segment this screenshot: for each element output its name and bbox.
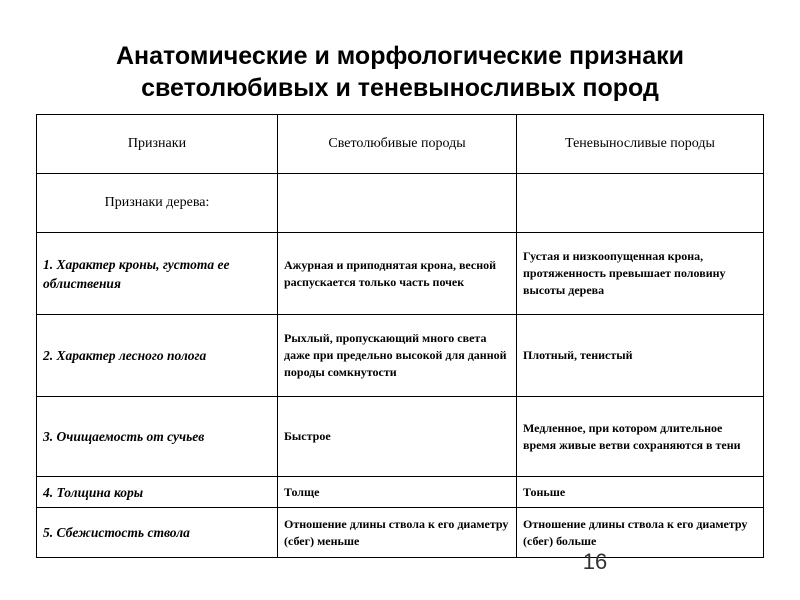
criterion-cell: 2. Характер лесного полога	[37, 315, 278, 397]
table-row	[37, 233, 764, 315]
criterion-cell: 3. Очищаемость от сучьев	[37, 397, 278, 477]
header-traits: Признаки	[37, 115, 278, 174]
table-subheader-row	[37, 174, 764, 233]
light-loving-cell: Отношение длины ствола к его диаметру (сбег) меньше	[278, 508, 517, 558]
criterion-cell: 4. Толщина коры	[37, 477, 278, 508]
light-loving-cell: Быстрое	[278, 397, 517, 477]
empty-cell	[278, 174, 517, 233]
criterion-cell: 5. Сбежистость ствола	[37, 508, 278, 558]
criterion-cell: 1. Характер кроны, густота ее облиствения	[37, 233, 278, 315]
empty-cell	[517, 174, 764, 233]
slide-title-line-1: Анатомические и морфологические признаки	[115, 42, 685, 70]
light-loving-cell: Толще	[278, 477, 517, 508]
slide-title	[0, 40, 800, 104]
header-light-loving: Светолюбивые породы	[278, 115, 517, 174]
traits-table	[36, 114, 764, 558]
shade-tolerant-cell: Плотный, тенистый	[517, 315, 764, 397]
shade-tolerant-cell: Густая и низкоопущенная крона, протяженность превышает половину высоты дерева	[517, 233, 764, 315]
table-row	[37, 477, 764, 508]
light-loving-cell: Ажурная и приподнятая крона, весной распускается только часть почек	[278, 233, 517, 315]
shade-tolerant-cell: Медленное, при котором длительное время живые ветви сохраняются в тени	[517, 397, 764, 477]
table-row	[37, 315, 764, 397]
table-header-row	[37, 115, 764, 174]
shade-tolerant-cell: Отношение длины ствола к его диаметру (сбег) больше	[517, 508, 764, 558]
table-row	[37, 397, 764, 477]
page-number: 16	[582, 549, 608, 574]
slide-title-line-2: светолюбивых и теневыносливых пород	[141, 74, 659, 102]
header-shade-tolerant: Теневыносливые породы	[517, 115, 764, 174]
table-row	[37, 508, 764, 558]
light-loving-cell: Рыхлый, пропускающий много света даже при предельно высокой для данной породы сомкнутости	[278, 315, 517, 397]
subheader-tree-traits: Признаки дерева:	[37, 174, 278, 233]
shade-tolerant-cell: Тоньше	[517, 477, 764, 508]
